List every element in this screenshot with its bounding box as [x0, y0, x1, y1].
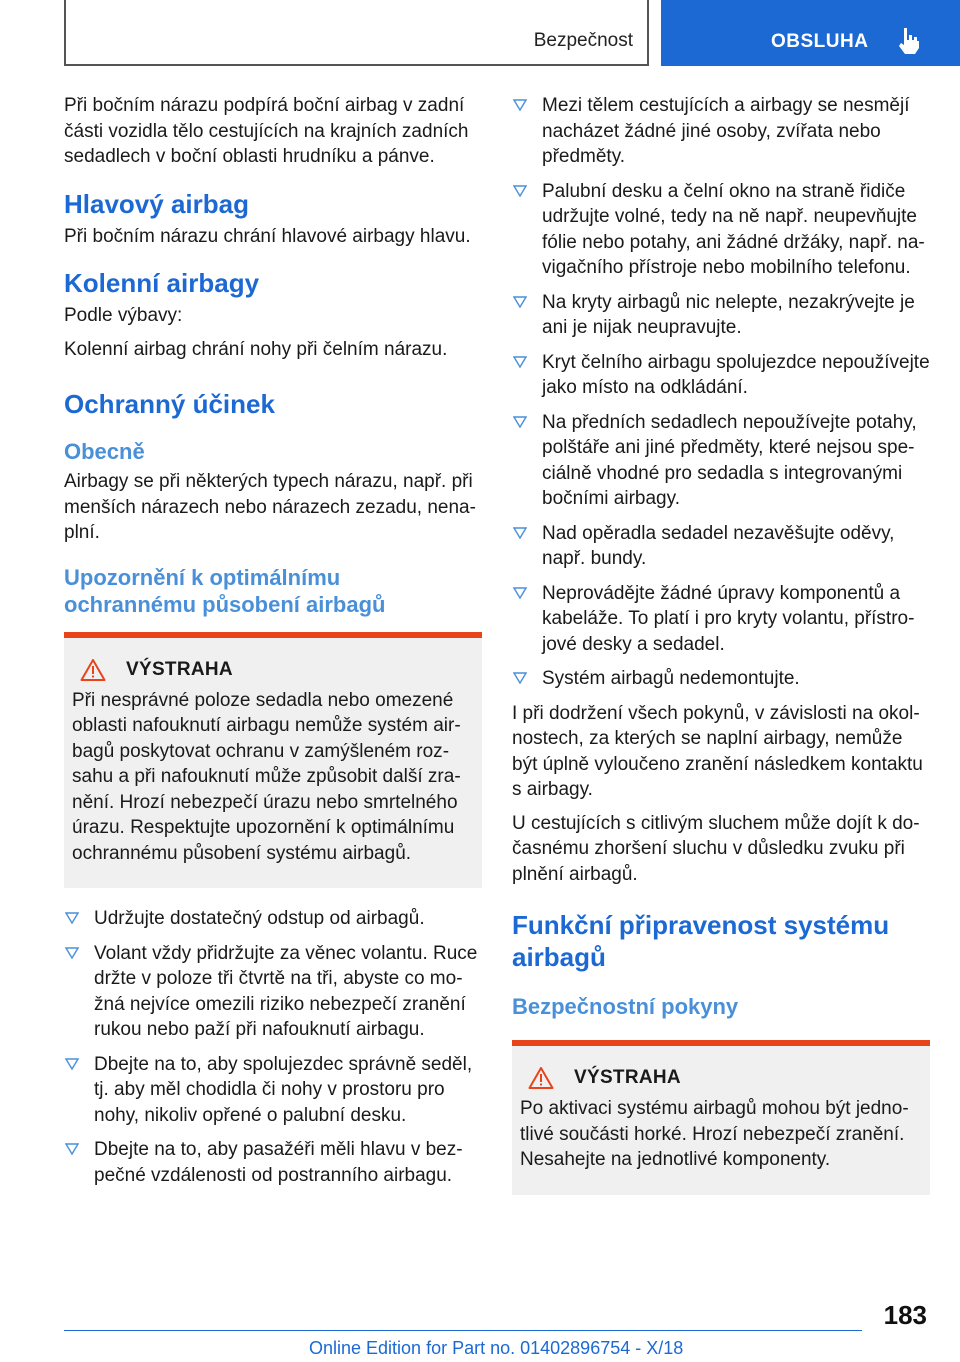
heading-head-airbag: Hlavový airbag — [64, 188, 249, 219]
warning-title: VÝSTRAHA — [574, 1067, 681, 1088]
intro-paragraph: Při bočním nárazu podpírá boční airbag v zadní části vozidla tělo cestujících na krajních zadních sedadlech v boční oblasti hrudníku a pánve. — [64, 95, 469, 167]
heading-system-readiness — [512, 909, 930, 973]
header-section-box — [64, 0, 649, 66]
bullet-list-right — [512, 93, 930, 692]
list-item-text: Mezi tělem cestujících a airbagy se nesmějí nacházet žádné jiné osoby, zvířata nebo předměty. — [542, 95, 910, 167]
bullet-triangle-icon — [513, 98, 527, 112]
page-number: 183 — [883, 1300, 927, 1330]
list-item-text: Dbejte na to, aby spolujezdec správně seděl, tj. aby měl chodidla či nohy v prostoru pro nohy, nikoliv opřené o palubní desku. — [94, 1053, 473, 1126]
subheading-optimal-protection — [64, 564, 482, 618]
warning-box-seat-position — [64, 632, 482, 889]
warning-triangle-icon — [80, 658, 106, 682]
warning-box-hot-components — [512, 1040, 930, 1195]
list-item — [512, 521, 930, 572]
bullet-triangle-icon — [65, 911, 79, 925]
heading-knee-airbags: Kolenní airbagy — [64, 268, 260, 298]
list-item — [512, 410, 930, 512]
bullet-triangle-icon — [513, 671, 527, 685]
heading-system-readiness-line2: airbagů — [512, 942, 606, 972]
left-column — [64, 93, 482, 1197]
footer-edition-text: Online Edition for Part no. 01402896754 - X/18 — [309, 1338, 684, 1358]
warning-title: VÝSTRAHA — [126, 658, 233, 680]
list-item — [512, 350, 930, 401]
bullet-triangle-icon — [513, 355, 527, 369]
subheading-safety-notes: Bezpečnostní pokyny — [512, 994, 739, 1019]
list-item — [512, 290, 930, 341]
list-item — [512, 666, 930, 692]
bullet-triangle-icon — [513, 526, 527, 540]
subheading-optimal-protection-line1: Upozornění k optimálnímu — [64, 564, 341, 590]
bullet-triangle-icon — [513, 415, 527, 429]
warning-header — [520, 1066, 922, 1090]
bullet-triangle-icon — [65, 946, 79, 960]
list-item — [64, 941, 482, 1043]
header-chapter-tab — [661, 0, 960, 66]
paragraph-knee-equipment: Podle výbavy: — [64, 305, 183, 326]
list-item-text: Volant vždy přidržujte za věnec volantu. Ruce držte v poloze tři čtvrtě na tři, abyste co možná nejvíce omezili riziko nebezpečí zranění rukou nebo paží při nafouknutí airbagu. — [94, 942, 478, 1040]
paragraph-hearing: U cestujících s citlivým sluchem může dojít k dočasnému zhoršení sluchu v důsledku zvuku při plnění airbagů. — [512, 812, 920, 885]
warning-header — [72, 658, 474, 682]
bullet-triangle-icon — [65, 1057, 79, 1071]
heading-system-readiness-line1: Funkční připravenost systému — [512, 910, 890, 940]
heading-protective-effect: Ochranný účinek — [64, 389, 275, 419]
list-item — [64, 906, 482, 932]
right-column — [512, 93, 930, 1213]
list-item-text: Kryt čelního airbagu spolujezdce nepoužívejte jako místo na odkládání. — [542, 351, 930, 398]
bullet-triangle-icon — [513, 586, 527, 600]
warning-text: Po aktivaci systému airbagů mohou být jednotlivé součásti horké. Hrozí nebezpečí zranění. Nesahejte na jednotlivé komponenty. — [520, 1098, 909, 1170]
bullet-list-left — [64, 906, 482, 1188]
list-item-text: Na předních sedadlech nepoužívejte potahy, polštáře ani jiné předměty, které nejsou speciálně vhodné pro sedadla s integrovanými bočními airbagy. — [542, 411, 917, 509]
subheading-general: Obecně — [64, 439, 145, 464]
hand-pointer-icon — [895, 26, 923, 56]
list-item-text: Palubní desku a čelní okno na straně řidiče udržujte volné, tedy na ně např. neupevňujte fólie nebo potahy, ani žádné držáky, např. navigačního přístroje nebo mobilního telefonu. — [542, 180, 925, 278]
list-item-text: Udržujte dostatečný odstup od airbagů. — [94, 908, 425, 929]
footer-divider — [64, 1330, 862, 1331]
header-chapter-label: OBSLUHA — [771, 31, 869, 52]
list-item-text: Systém airbagů nedemontujte. — [542, 668, 800, 689]
list-item — [64, 1052, 482, 1129]
warning-text: Při nesprávné poloze sedadla nebo omezené oblasti nafouknutí airbagu nemůže systém airbagů poskytovat ochranu v zamýšleném rozsahu a při nafouknutí může způsobit další zranění. Hrozí nebezpečí úrazu nebo smrtelného úrazu. Respektujte upozornění k optimálnímu ochrannému působení systému airbagů. — [72, 689, 461, 864]
bullet-triangle-icon — [513, 295, 527, 309]
list-item-text: Nad opěradla sedadel nezavěšujte oděvy, např. bundy. — [542, 522, 895, 569]
bullet-triangle-icon — [513, 184, 527, 198]
warning-triangle-icon — [528, 1066, 554, 1090]
bullet-triangle-icon — [65, 1142, 79, 1156]
list-item — [512, 179, 930, 281]
paragraph-knee-airbag: Kolenní airbag chrání nohy při čelním nárazu. — [64, 338, 448, 360]
header-section-title: Bezpečnost — [533, 30, 633, 51]
list-item-text: Neprovádějte žádné úpravy komponentů a kabeláže. To platí i pro kryty volantu, přístrojové desky a sedadel. — [542, 582, 915, 655]
paragraph-general: Airbagy se při některých typech nárazu, např. při menších nárazech nebo nárazech zezadu, nenaplní. — [64, 471, 476, 543]
list-item-text: Na kryty airbagů nic nelepte, nezakrývejte je ani je nijak neupravujte. — [542, 291, 915, 338]
list-item — [512, 581, 930, 658]
subheading-optimal-protection-line2: ochrannému působení airbagů — [64, 591, 386, 617]
list-item — [512, 93, 930, 170]
list-item — [64, 1137, 482, 1188]
paragraph-residual-risk: I při dodržení všech pokynů, v závislosti na okolnostech, za kterých se naplní airbagy, nemůže být úplně vyloučeno zranění následkem kontaktu s airbagy. — [512, 702, 923, 800]
list-item-text: Dbejte na to, aby pasažéři měli hlavu v bezpečné vzdálenosti od postranního airbagu. — [94, 1139, 463, 1186]
paragraph-head-airbag: Při bočním nárazu chrání hlavové airbagy hlavu. — [64, 225, 471, 247]
